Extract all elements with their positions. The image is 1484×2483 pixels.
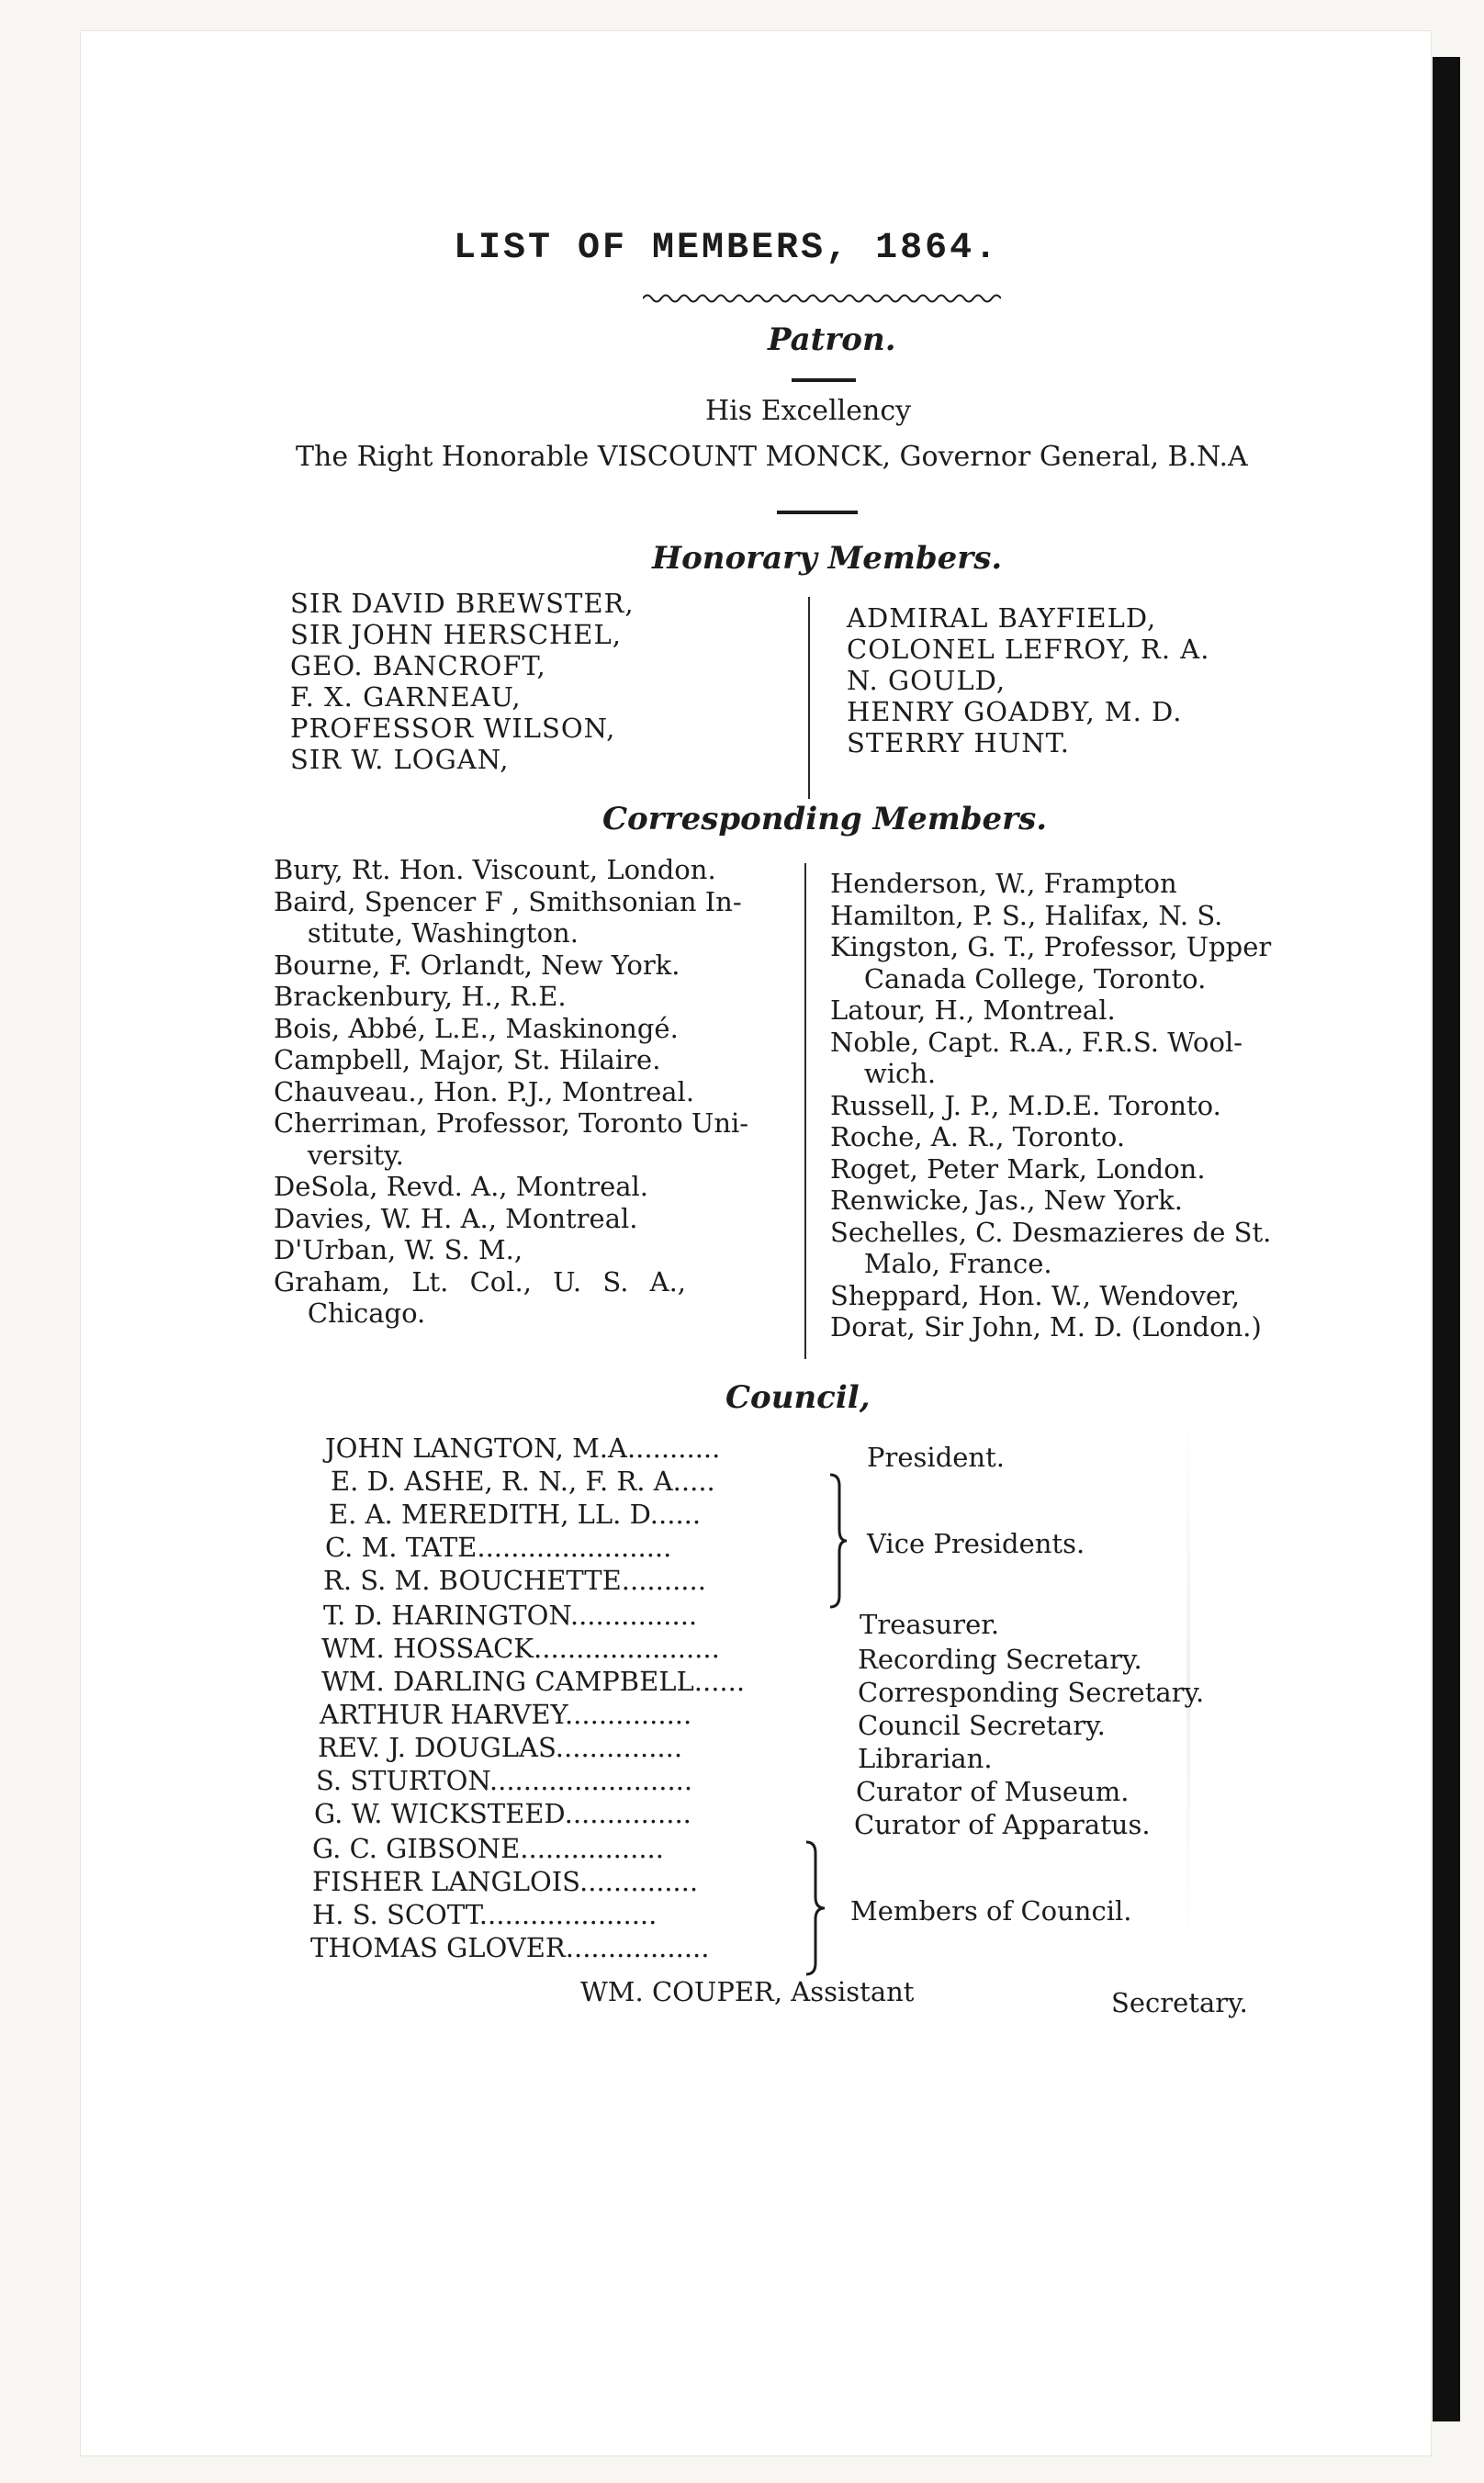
list-item: Latour, H., Montreal. bbox=[830, 994, 1116, 1026]
patron-line-1: His Excellency bbox=[705, 395, 912, 427]
list-item: GEO. BANCROFT, bbox=[290, 650, 546, 681]
list-item: ADMIRAL BAYFIELD, bbox=[847, 602, 1157, 634]
list-item: Brackenbury, H., R.E. bbox=[274, 981, 567, 1012]
patron-rule-bottom bbox=[777, 511, 858, 514]
council-name: REV. J. DOUGLAS............... bbox=[318, 1732, 683, 1763]
council-heading: Council, bbox=[725, 1379, 871, 1416]
list-item: Baird, Spencer F , Smithsonian In- bbox=[274, 885, 742, 917]
council-role: Curator of Apparatus. bbox=[854, 1809, 1151, 1840]
list-item: DeSola, Revd. A., Montreal. bbox=[274, 1171, 649, 1202]
members-of-council-brace bbox=[803, 1840, 828, 1976]
council-name: G. W. WICKSTEED............... bbox=[314, 1798, 691, 1829]
list-item: Chauveau., Hon. P.J., Montreal. bbox=[274, 1075, 695, 1107]
wavy-rule bbox=[643, 292, 1001, 305]
list-item: D'Urban, W. S. M., bbox=[274, 1234, 523, 1265]
list-item: Malo, France. bbox=[830, 1248, 1052, 1279]
council-name: G. C. GIBSONE................. bbox=[312, 1833, 664, 1864]
list-item: Bourne, F. Orlandt, New York. bbox=[274, 949, 680, 981]
council-name: WM. DARLING CAMPBELL...... bbox=[321, 1666, 746, 1697]
list-item: Roche, A. R., Toronto. bbox=[830, 1121, 1126, 1152]
council-name: C. M. TATE....................... bbox=[325, 1532, 672, 1563]
list-item: Hamilton, P. S., Halifax, N. S. bbox=[830, 899, 1223, 931]
corresponding-left-list bbox=[274, 854, 748, 1330]
vice-presidents-brace bbox=[826, 1473, 850, 1609]
list-item: Kingston, G. T., Professor, Upper bbox=[830, 931, 1272, 962]
list-item: Canada College, Toronto. bbox=[830, 962, 1207, 994]
list-item: Chicago. bbox=[274, 1298, 426, 1329]
council-name: S. STURTON........................ bbox=[316, 1765, 693, 1796]
council-name: R. S. M. BOUCHETTE.......... bbox=[323, 1565, 706, 1596]
patron-line-2: The Right Honorable VISCOUNT MONCK, Governor General, B.N.A bbox=[296, 441, 1248, 473]
list-item: Russell, J. P., M.D.E. Toronto. bbox=[830, 1089, 1221, 1121]
council-role: Curator of Museum. bbox=[856, 1776, 1130, 1807]
list-item: Bury, Rt. Hon. Viscount, London. bbox=[274, 854, 716, 885]
patron-heading: Patron. bbox=[768, 321, 896, 358]
list-item: SIR DAVID BREWSTER, bbox=[290, 588, 635, 619]
list-item: Cherriman, Professor, Toronto Uni- bbox=[274, 1107, 749, 1139]
council-role: Council Secretary. bbox=[858, 1710, 1106, 1741]
corresponding-heading: Corresponding Members. bbox=[602, 801, 1048, 837]
page-margin bbox=[1460, 0, 1484, 2483]
list-item: SIR JOHN HERSCHEL, bbox=[290, 619, 622, 650]
list-item: stitute, Washington. bbox=[274, 917, 579, 949]
list-item: Roget, Peter Mark, London. bbox=[830, 1152, 1206, 1185]
list-item: COLONEL LEFROY, R. A. bbox=[847, 634, 1210, 665]
list-item: Sechelles, C. Desmazieres de St. bbox=[830, 1216, 1272, 1248]
council-name: ARTHUR HARVEY............... bbox=[320, 1699, 692, 1730]
honorary-left-list bbox=[290, 588, 635, 775]
list-item: Henderson, W., Frampton bbox=[830, 868, 1177, 899]
list-item: Campbell, Major, St. Hilaire. bbox=[274, 1044, 661, 1075]
assistant-name: WM. COUPER, Assistant bbox=[580, 1976, 915, 2007]
list-item: Dorat, Sir John, M. D. (London.) bbox=[830, 1311, 1262, 1343]
council-name: T. D. HARINGTON............... bbox=[323, 1600, 698, 1631]
council-name: JOHN LANGTON, M.A........... bbox=[325, 1432, 721, 1464]
council-role: Librarian. bbox=[858, 1743, 993, 1774]
council-role: Treasurer. bbox=[860, 1609, 1000, 1640]
list-item: Bois, Abbé, L.E., Maskinongé. bbox=[274, 1012, 679, 1044]
council-role: Recording Secretary. bbox=[858, 1644, 1142, 1675]
list-item: Noble, Capt. R.A., F.R.S. Wool- bbox=[830, 1026, 1243, 1058]
document-title: LIST OF MEMBERS, 1864. bbox=[454, 228, 1000, 269]
list-item: STERRY HUNT. bbox=[847, 727, 1070, 758]
list-item: Davies, W. H. A., Montreal. bbox=[274, 1202, 638, 1234]
corresponding-divider bbox=[804, 863, 806, 1359]
honorary-divider bbox=[808, 597, 810, 799]
council-name: H. S. SCOTT..................... bbox=[312, 1899, 658, 1930]
council-role: Corresponding Secretary. bbox=[858, 1677, 1205, 1708]
council-name: FISHER LANGLOIS.............. bbox=[312, 1866, 699, 1897]
council-role: President. bbox=[867, 1442, 1005, 1473]
members-of-council-label: Members of Council. bbox=[850, 1895, 1132, 1927]
list-item: Renwicke, Jas., New York. bbox=[830, 1185, 1183, 1216]
corresponding-right-list bbox=[830, 868, 1271, 1343]
vice-presidents-label: Vice Presidents. bbox=[867, 1528, 1085, 1559]
list-item: versity. bbox=[274, 1139, 404, 1171]
patron-rule-top bbox=[792, 378, 856, 382]
list-item: Graham, Lt. Col., U. S. A., bbox=[274, 1265, 687, 1298]
list-item: F. X. GARNEAU, bbox=[290, 681, 522, 713]
list-item: HENRY GOADBY, M. D. bbox=[847, 696, 1183, 727]
list-item: wich. bbox=[830, 1058, 937, 1089]
council-name: THOMAS GLOVER................. bbox=[310, 1932, 710, 1963]
assistant-role: Secretary. bbox=[1111, 1987, 1248, 2018]
honorary-heading: Honorary Members. bbox=[652, 540, 1003, 577]
list-item: Sheppard, Hon. W., Wendover, bbox=[830, 1279, 1240, 1311]
list-item: SIR W. LOGAN, bbox=[290, 744, 510, 775]
list-item: N. GOULD, bbox=[847, 665, 1006, 696]
council-name: E. A. MEREDITH, LL. D...... bbox=[329, 1499, 702, 1530]
council-name: WM. HOSSACK...................... bbox=[321, 1633, 720, 1664]
honorary-right-list bbox=[847, 602, 1209, 758]
council-name: E. D. ASHE, R. N., F. R. A..... bbox=[331, 1466, 715, 1497]
list-item: PROFESSOR WILSON, bbox=[290, 713, 616, 744]
